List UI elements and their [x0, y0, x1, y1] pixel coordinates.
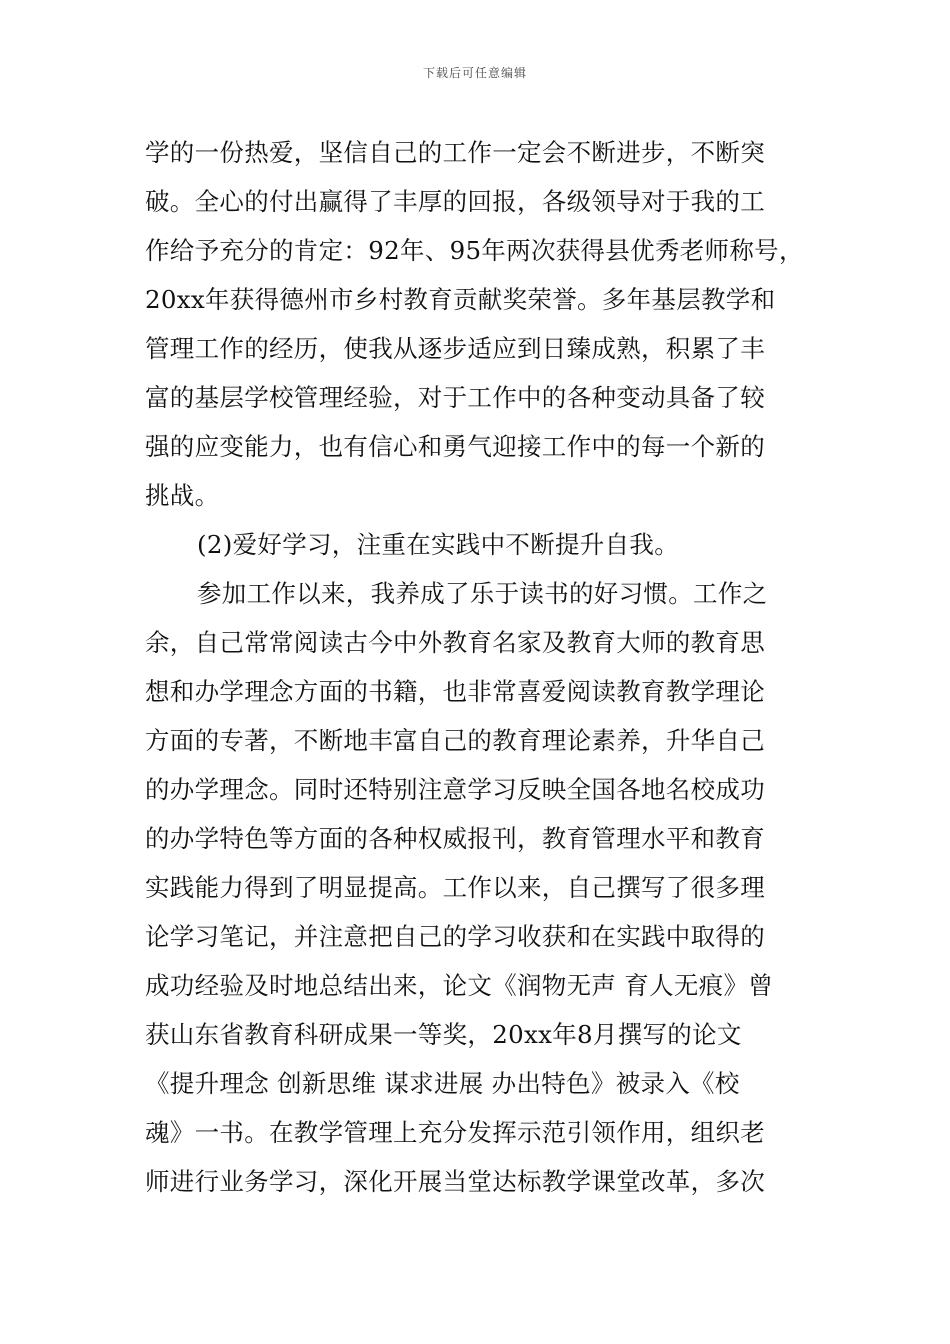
- text-line: 的办学特色等方面的各种权威报刊，教育管理水平和教育: [145, 824, 765, 853]
- text-line: 富的基层学校管理经验，对于工作中的各种变动具备了较: [145, 383, 765, 412]
- text-line: 方面的专著，不断地丰富自己的教育理论素养，升华自己: [145, 726, 765, 755]
- text-line: 想和办学理念方面的书籍，也非常喜爱阅读教育教学理论: [145, 677, 765, 706]
- text-line: 《提升理念 创新思维 谋求进展 办出特色》被录入《校: [145, 1069, 740, 1098]
- text-line: 实践能力得到了明显提高。工作以来，自己撰写了很多理: [145, 873, 765, 902]
- text-line: 成功经验及时地总结出来，论文《润物无声 育人无痕》曾: [145, 971, 774, 1000]
- section-heading: (2)爱好学习，注重在实践中不断提升自我。: [197, 530, 680, 559]
- page-header: 下载后可任意编辑: [422, 66, 527, 80]
- paragraph-start-line: 参加工作以来，我养成了乐于读书的好习惯。工作之: [197, 579, 768, 608]
- text-line: 余，自己常常阅读古今中外教育名家及教育大师的教育思: [145, 628, 765, 657]
- text-line: 作给予充分的肯定：92年、95年两次获得县优秀老师称号，: [145, 236, 804, 265]
- text-line: 获山东省教育科研成果一等奖，20xx年8月撰写的论文: [145, 1020, 742, 1049]
- text-line: 破。全心的付出赢得了丰厚的回报，各级领导对于我的工: [145, 187, 765, 216]
- text-line: 强的应变能力，也有信心和勇气迎接工作中的每一个新的: [145, 432, 765, 461]
- text-line: 20xx年获得德州市乡村教育贡献奖荣誉。多年基层教学和: [145, 285, 776, 314]
- document-body: [145, 128, 815, 1206]
- text-line: 学的一份热爱，坚信自己的工作一定会不断进步，不断突: [145, 138, 765, 167]
- text-line: 魂》一书。在教学管理上充分发挥示范引领作用，组织老: [145, 1118, 765, 1147]
- text-line: 管理工作的经历，使我从逐步适应到日臻成熟，积累了丰: [145, 334, 765, 363]
- text-line: 的办学理念。同时还特别注意学习反映全国各地名校成功: [145, 775, 765, 804]
- text-line: 师进行业务学习，深化开展当堂达标教学课堂改革，多次: [145, 1167, 765, 1196]
- text-line: 挑战。: [145, 481, 220, 510]
- text-line: 论学习笔记，并注意把自己的学习收获和在实践中取得的: [145, 922, 765, 951]
